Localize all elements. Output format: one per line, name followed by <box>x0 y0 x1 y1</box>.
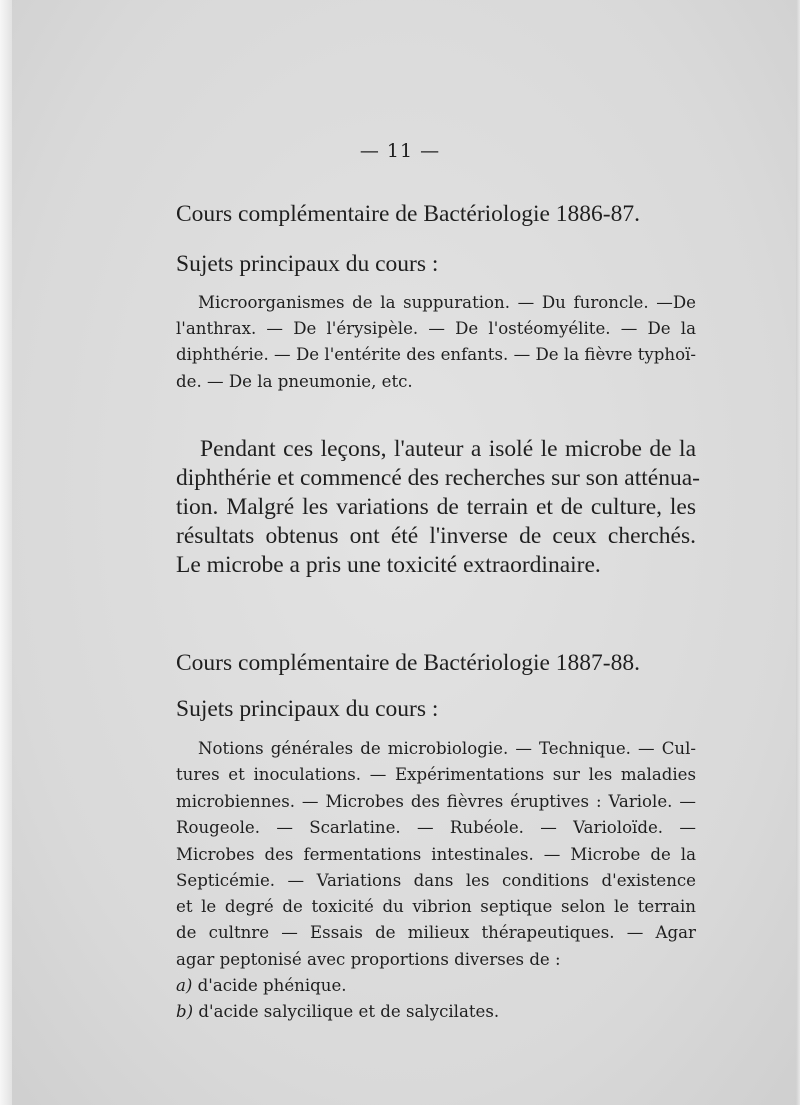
section2-subjects-line: et le degré de toxicité du vibrion septique selon le terrain <box>176 897 696 916</box>
section1-paragraph-line: tion. Malgré les variations de terrain et de culture, les <box>176 494 696 520</box>
list-text: d'acide salycilique et de salycilates. <box>198 1002 500 1021</box>
section2-subjects-line: de cultnre — Essais de milieux thérapeutiques. — Agar <box>176 923 696 942</box>
section1-paragraph-line: Pendant ces leçons, l'auteur a isolé le microbe de la <box>200 436 696 462</box>
section1-subjects-line: l'anthrax. — De l'érysipèle. — De l'ostéomyélite. — De la <box>176 319 696 338</box>
section2-title: Cours complémentaire de Bactériologie 1887-88. <box>176 650 640 676</box>
section1-subjects-line: Microorganismes de la suppuration. — Du furoncle. —De <box>198 293 696 312</box>
section2-subjects-line: tures et inoculations. — Expérimentations sur les maladies <box>176 765 696 784</box>
section2-subjects-heading: Sujets principaux du cours : <box>176 696 439 722</box>
list-item-b <box>176 1002 499 1021</box>
section1-paragraph-line: diphthérie et commencé des recherches sur son atténua- <box>176 465 700 491</box>
list-marker: a) <box>176 976 193 995</box>
list-marker: b) <box>176 1002 194 1021</box>
page-edge-left <box>0 0 12 1105</box>
section1-title: Cours complémentaire de Bactériologie 1886-87. <box>176 201 640 227</box>
page-edge-right <box>796 0 800 1105</box>
list-text: d'acide phénique. <box>197 976 347 995</box>
section2-subjects-line: microbiennes. — Microbes des fièvres éruptives : Variole. — <box>176 792 696 811</box>
section1-subjects-line: de. — De la pneumonie, etc. <box>176 372 413 391</box>
section1-paragraph-line: Le microbe a pris une toxicité extraordinaire. <box>176 552 601 578</box>
section1-paragraph-line: résultats obtenus ont été l'inverse de ceux cherchés. <box>176 523 696 549</box>
page-number: — 11 — <box>359 140 441 162</box>
list-item-a <box>176 976 347 995</box>
section2-subjects-line: Microbes des fermentations intestinales. — Microbe de la <box>176 845 696 864</box>
section2-subjects-line: agar peptonisé avec proportions diverses de : <box>176 950 561 969</box>
section2-subjects-line: Notions générales de microbiologie. — Technique. — Cul- <box>198 739 696 758</box>
section1-subjects-heading: Sujets principaux du cours : <box>176 251 439 277</box>
section2-subjects-line: Septicémie. — Variations dans les conditions d'existence <box>176 871 696 890</box>
section1-subjects-line: diphthérie. — De l'entérite des enfants. — De la fièvre typhoï- <box>176 345 696 364</box>
section2-subjects-line: Rougeole. — Scarlatine. — Rubéole. — Varioloïde. — <box>176 818 696 837</box>
